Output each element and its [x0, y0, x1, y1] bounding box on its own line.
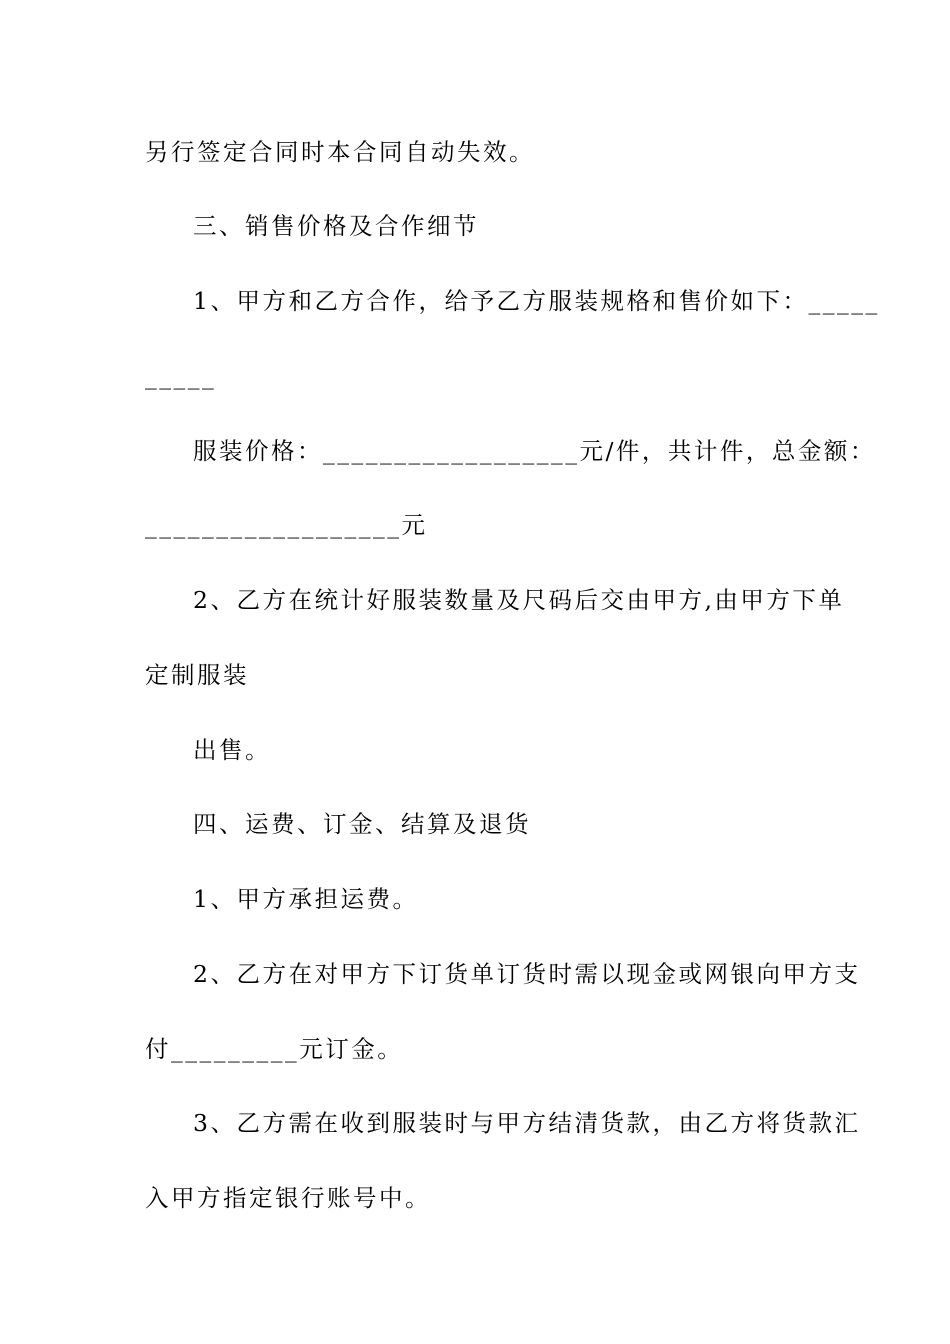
- text-line: 定制服装: [145, 661, 249, 689]
- text-line: 服装价格：__________________元/件，共计件，总金额：: [193, 437, 876, 465]
- section-heading: 三、销售价格及合作细节: [193, 212, 479, 240]
- text-line: 出售。: [193, 736, 271, 764]
- text-line: 付_________元订金。: [145, 1035, 404, 1063]
- text-line: 1、甲方和乙方合作，给予乙方服装规格和售价如下：_____: [193, 287, 880, 315]
- text-line: _____: [145, 362, 217, 390]
- text-line: 2、乙方在统计好服装数量及尺码后交由甲方,由甲方下单: [193, 586, 845, 614]
- text-line: 另行签定合同时本合同自动失效。: [145, 138, 535, 166]
- section-heading: 四、运费、订金、结算及退货: [193, 810, 531, 838]
- text-line: 2、乙方在对甲方下订货单订货时需以现金或网银向甲方支: [193, 960, 861, 988]
- text-line: 入甲方指定银行账号中。: [145, 1184, 431, 1212]
- text-line: 1、甲方承担运费。: [193, 885, 419, 913]
- text-line: 3、乙方需在收到服装时与甲方结清货款，由乙方将货款汇: [193, 1109, 861, 1137]
- text-line: __________________元: [145, 511, 428, 539]
